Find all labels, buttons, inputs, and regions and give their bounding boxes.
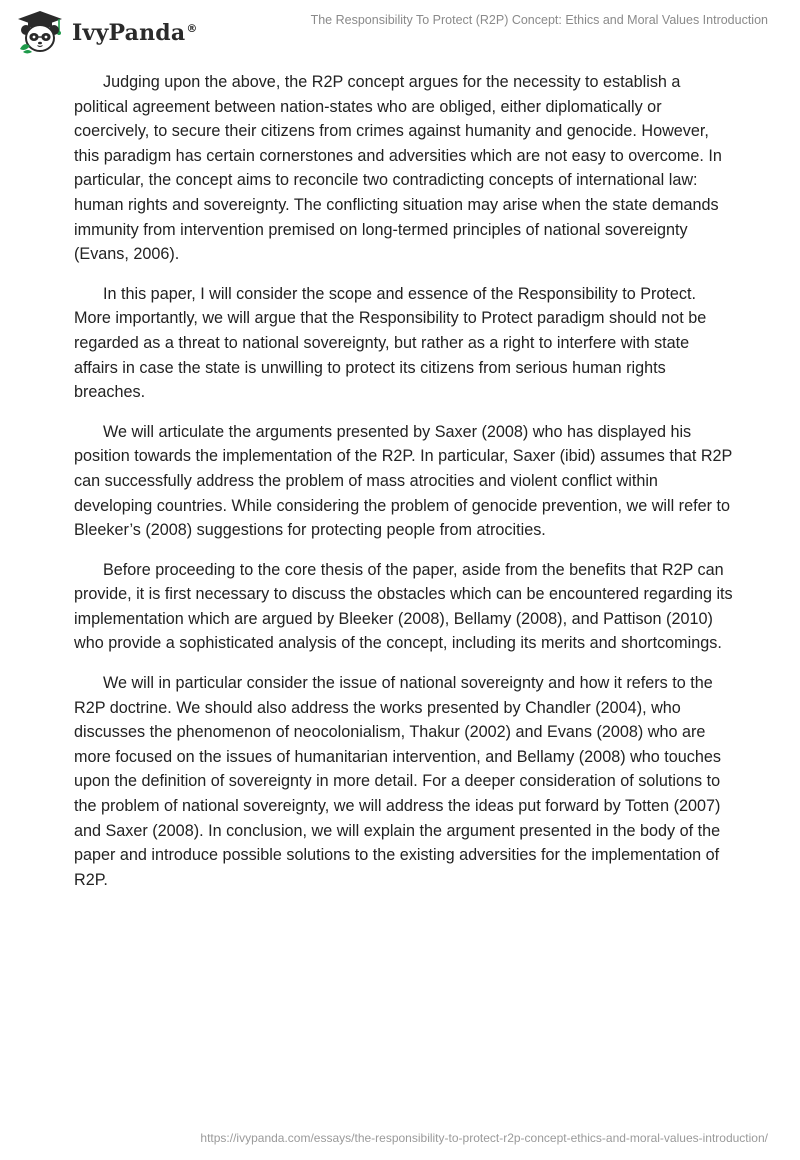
ivypanda-logo[interactable]: [14, 8, 198, 54]
paragraph-3: We will articulate the arguments presented by Saxer (2008) who has displayed his position towards the implementation of the R2P. In particular, Saxer (ibid) assumes that R2P can successfully address the problem of mass atrocities and violent conflict within developing countries. While considering the problem of genocide prevention, we will refer to Bleeker’s (2008) suggestions for protecting people from atrocities.: [74, 422, 733, 540]
panda-graduate-icon: [14, 8, 66, 54]
logo-text: IvyPanda: [72, 20, 186, 46]
document-title: The Responsibility To Protect (R2P) Concept: Ethics and Moral Values Introduction: [310, 13, 768, 27]
logo-wordmark: [72, 20, 198, 46]
registered-mark: ®: [186, 21, 198, 35]
paragraph-4: Before proceeding to the core thesis of the paper, aside from the benefits that R2P can provide, it is first necessary to discuss the obstacles which can be encountered regarding its implementation which are argued by Bleeker (2008), Bellamy (2008), and Pattison (2010) who provide a sophisticated analysis of the concept, including its merits and shortcomings.: [74, 560, 733, 653]
source-url[interactable]: https://ivypanda.com/essays/the-responsibility-to-protect-r2p-concept-ethics-and-moral-values-introduction/: [200, 1131, 768, 1145]
paragraph-2: In this paper, I will consider the scope and essence of the Responsibility to Protect. More importantly, we will argue that the Responsibility to Protect paradigm should not be regarded as a threat to national sovereignty, but rather as a right to interfere with state affairs in case the state is unwilling to protect its citizens from serious human rights breaches.: [74, 284, 707, 402]
page-header: [0, 0, 800, 60]
essay-body: [74, 70, 734, 907]
paragraph-5: We will in particular consider the issue of national sovereignty and how it refers to the R2P doctrine. We should also address the works presented by Chandler (2004), who discusses the phenomenon of neocolonialism, Thakur (2002) and Evans (2008) who are more focused on the issues of humanitarian intervention, and Bellamy (2008) who touches upon the definition of sovereignty in more detail. For a deeper consideration of solutions to the problem of national sovereignty, we will address the ideas put forward by Totten (2007) and Saxer (2008). In conclusion, we will explain the argument presented in the body of the paper and introduce possible solutions to the existing adversities for the implementation of R2P.: [74, 674, 721, 889]
paragraph-1: Judging upon the above, the R2P concept argues for the necessity to establish a political agreement between nation-states who are obliged, either diplomatically or coercively, to secure their citizens from crimes against humanity and genocide. However, this paradigm has certain cornerstones and adversities which are not easy to overcome. In particular, the concept aims to reconcile two contradicting concepts of international law: human rights and sovereignty. The conflicting situation may arise when the state demands immunity from intervention premised on long-termed principles of national sovereignty (Evans, 2006).: [74, 73, 722, 264]
